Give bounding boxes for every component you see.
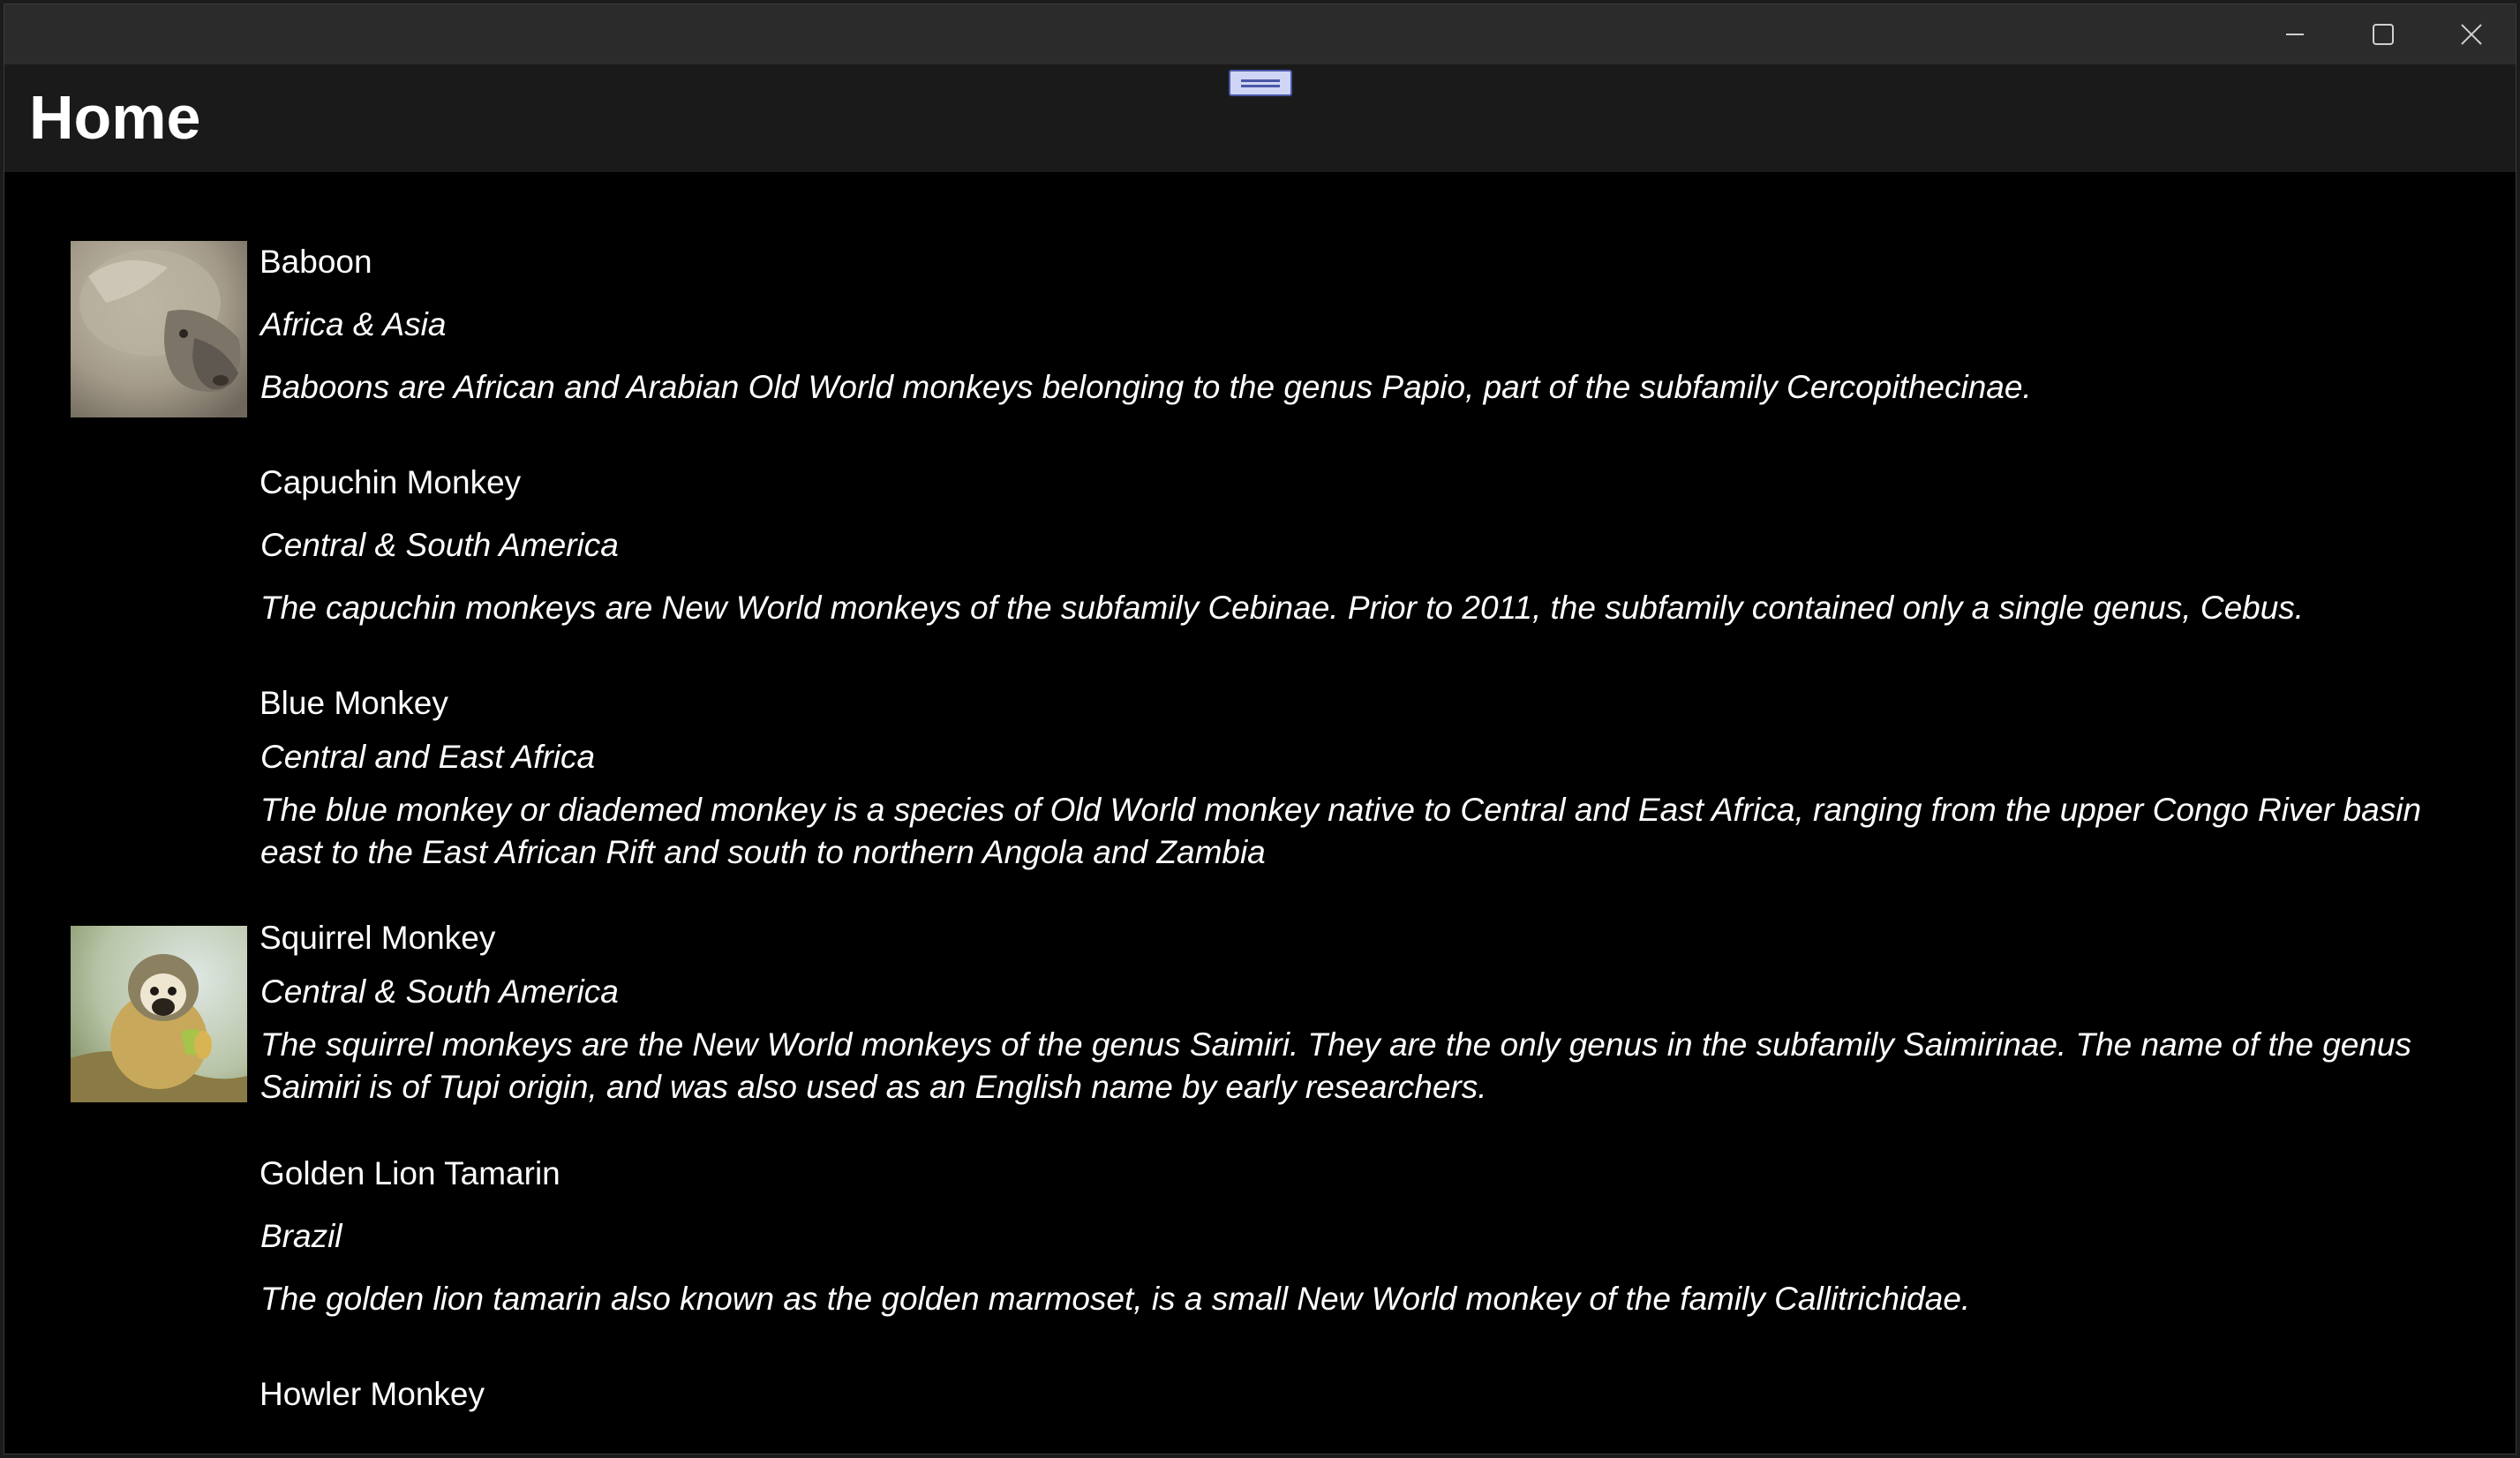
title-bar[interactable] [4, 4, 2516, 64]
monkey-name: Capuchin Monkey [260, 464, 522, 500]
close-button[interactable] [2427, 4, 2516, 64]
monkey-name: Squirrel Monkey [260, 920, 496, 956]
monkey-name: Golden Lion Tamarin [260, 1155, 560, 1191]
monkey-list[interactable] [4, 172, 2516, 1454]
monkey-details: Baboons are African and Arabian Old World monkeys belonging to the genus Papio, part of the subfamily Cercopithecinae. [260, 369, 2032, 405]
squirrel-monkey-image [71, 926, 247, 1102]
maximize-icon [2372, 23, 2395, 46]
close-icon [2460, 23, 2483, 46]
page-title: Home [29, 83, 201, 152]
monkey-name: Howler Monkey [260, 1376, 485, 1412]
monkey-location: Central & South America [260, 973, 619, 1010]
baboon-image [71, 241, 247, 417]
monkey-details: The blue monkey or diademed monkey is a species of Old World monkey native to Central and East Africa, ranging from the upper Congo River basin east to the East African Rift and south to northern Angola and Zambia [260, 792, 2422, 870]
monkey-details: The golden lion tamarin also known as the golden marmoset, is a small New World monkey of the family Callitrichidae. [260, 1281, 1971, 1317]
navigation-bar [4, 64, 2516, 172]
drag-handle-icon[interactable] [1229, 70, 1292, 96]
monkey-location: Brazil [260, 1218, 342, 1254]
monkey-location: Central and East Africa [260, 739, 596, 775]
monkey-name: Blue Monkey [260, 685, 448, 721]
minimize-button[interactable] [2251, 4, 2339, 64]
monkey-details: The capuchin monkeys are New World monkeys of the subfamily Cebinae. Prior to 2011, the subfamily contained only a single genus, Cebus. [260, 590, 2305, 626]
monkey-location: Africa & Asia [260, 306, 447, 342]
minimize-icon [2284, 24, 2306, 45]
maximize-button[interactable] [2339, 4, 2427, 64]
app-window [4, 4, 2516, 1454]
monkey-location: Central & South America [260, 527, 619, 563]
monkey-name: Baboon [260, 244, 372, 280]
monkey-details: The squirrel monkeys are the New World monkeys of the genus Saimiri. They are the only genus in the subfamily Saimirinae. The name of the genus Saimiri is of Tupi origin, and was also used as an English name by early researchers. [260, 1026, 2412, 1105]
